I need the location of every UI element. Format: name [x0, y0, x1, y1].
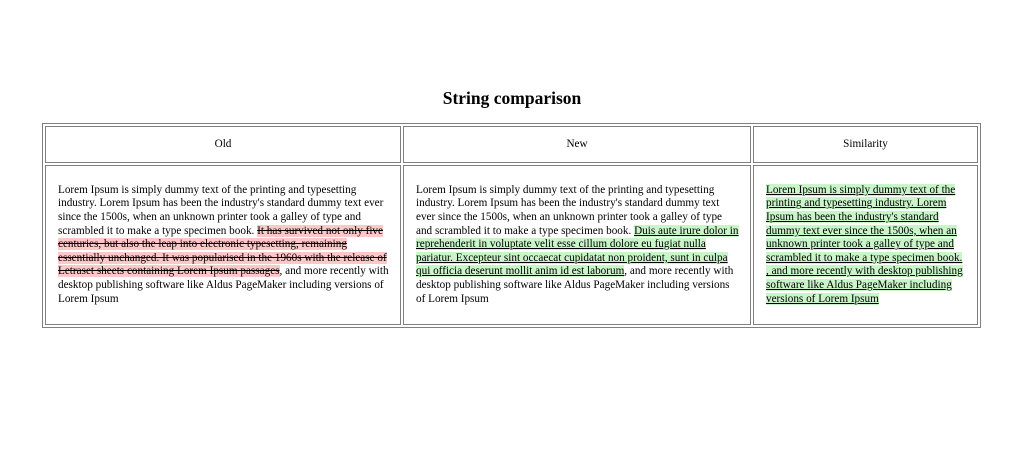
comparison-row: [45, 165, 978, 325]
inserted-text: Duis aute irure dolor in reprehenderit in voluptate velit esse cillum dolore eu fugiat nulla pariatur. Excepteur sint occaecat cupidatat non proident, sunt in culpa qui officia deserunt mollit anim id est laborum: [416, 224, 739, 278]
new-common-text-end: , and more recently with desktop publishing software like Aldus PageMaker including versions of Lorem Ipsum: [416, 265, 734, 305]
similarity-text-cell: [753, 165, 978, 325]
similar-text: Lorem Ipsum is simply dummy text of the printing and typesetting industry. Lorem Ipsum has been the industry's standard dummy text ever since the 1500s, when an unknown printer took a galley of type and scrambled it to make a type specimen book. , and more recently with desktop publishing software like Aldus PageMaker including versions of Lorem Ipsum: [766, 183, 963, 305]
column-header-new: New: [403, 126, 751, 163]
page-title: String comparison: [442, 88, 582, 108]
new-text-cell: [403, 165, 751, 325]
column-header-old: Old: [45, 126, 401, 163]
old-common-text-end: , and more recently with desktop publishing software like Aldus PageMaker including versions of Lorem Ipsum: [58, 265, 389, 305]
column-header-similarity: Similarity: [753, 126, 978, 163]
old-common-text-start: Lorem Ipsum is simply dummy text of the printing and typesetting industry. Lorem Ipsum has been the industry's standard dummy text ever since the 1500s, when an unknown printer took a galley of type and scrambled it to make a type specimen book.: [58, 183, 384, 237]
new-common-text-start: Lorem Ipsum is simply dummy text of the printing and typesetting industry. Lorem Ipsum has been the industry's standard dummy text ever since the 1500s, when an unknown printer took a galley of type and scrambled it to make a type specimen book.: [416, 183, 723, 237]
comparison-table: [42, 123, 981, 328]
old-text-cell: [45, 165, 401, 325]
deleted-text: It has survived not only five centuries, but also the leap into electronic typesetting, remaining essentially unchanged. It was popularised in the 1960s with the release of Letraset sheets containing Lorem Ipsum passages: [58, 224, 387, 278]
header-row: [45, 126, 978, 163]
